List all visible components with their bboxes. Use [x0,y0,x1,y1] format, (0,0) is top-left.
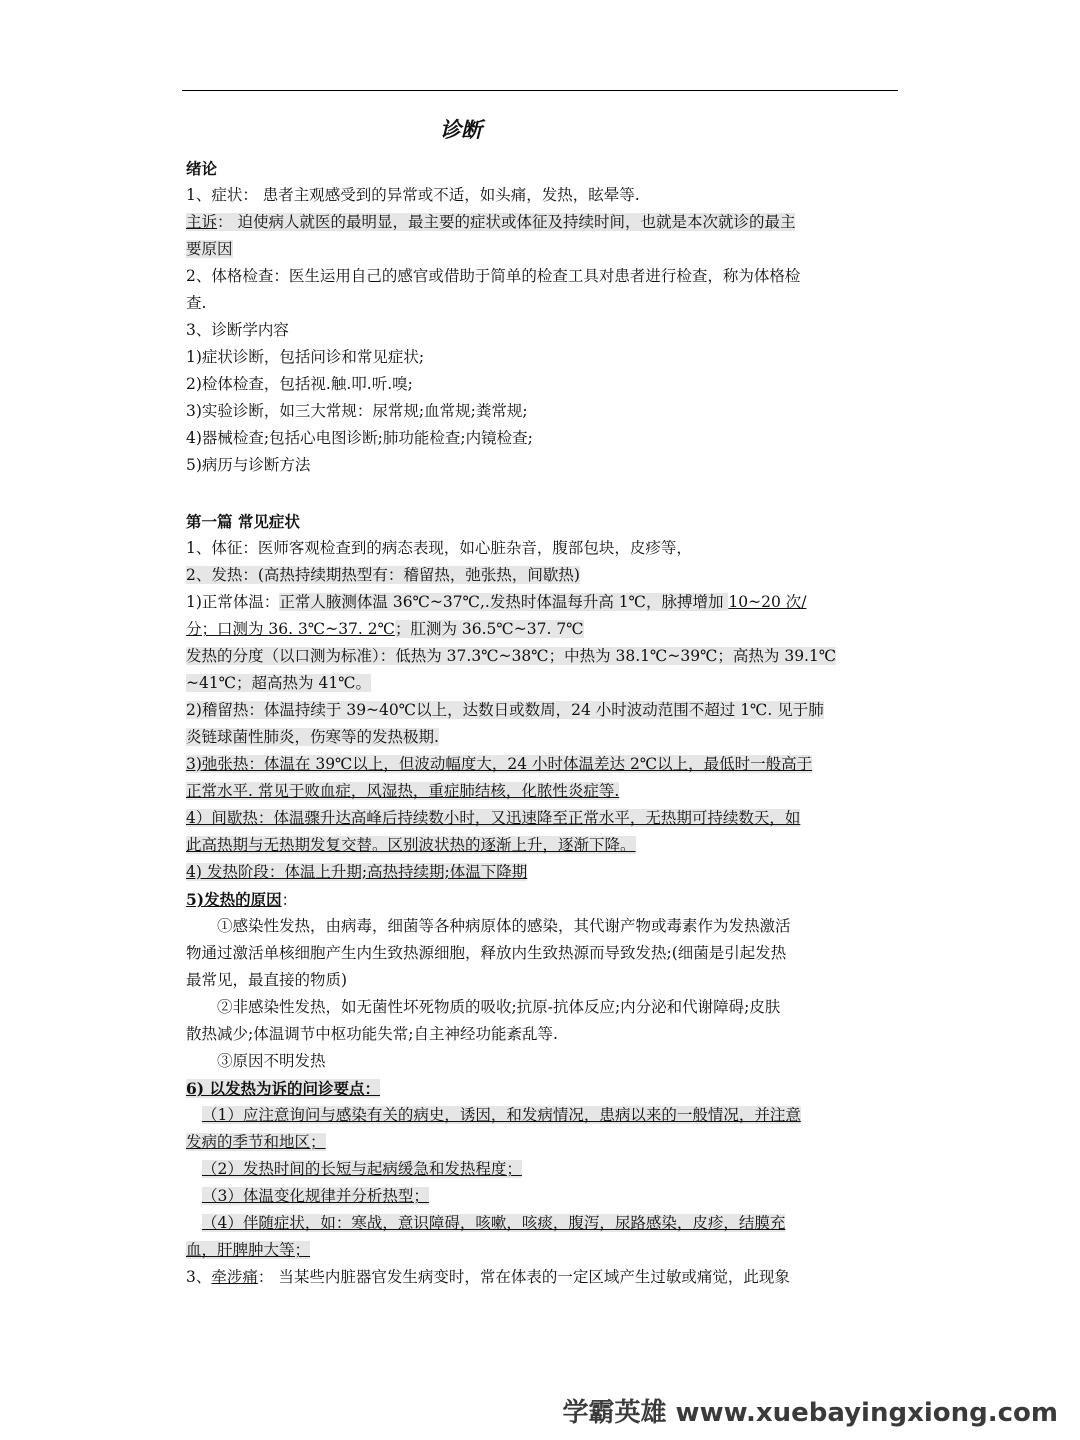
text-span: 1)正常体温： [186,593,280,611]
term-referred-pain: 牵涉痛 [211,1268,258,1286]
text-line: 5)病历与诊断方法 [186,456,311,474]
text-span: 4）间歇热：体温骤升达高峰后持续数小时，又迅速降至正常水平，无热期可持续数天，如 [186,809,801,827]
text-span: 正常水平. 常见于败血症，风湿热，重症肺结核，化脓性炎症等. [186,782,620,800]
page-title: 诊断 [440,117,482,142]
document-body [186,155,898,1291]
text-line: 4)器械检查;包括心电图诊断;肺功能检查;内镜检查; [186,429,533,447]
text-span: 此高热期与无热期发复交替。区别波状热的逐渐上升，逐渐下降。 [186,836,636,854]
text-span: ；肛测为 36.5℃~37. 7℃ [394,620,584,638]
text-span: （3）体温变化规律并分析热型； [202,1187,429,1205]
text-span: 要原因 [186,240,233,258]
text-line: 查. [186,294,207,312]
text-line: 3、诊断学内容 [186,321,289,339]
text-line: 物通过激活单核细胞产生内生致热源细胞，释放内生致热源而导致发热;(细菌是引起发热 [186,944,787,962]
text-span: ~41℃；超高热为 41℃。 [186,674,372,692]
term-chief-complaint: 主诉 [186,213,218,231]
text-line: 1、症状： 患者主观感受到的异常或不适，如头痛，发热，眩晕等. [186,186,640,204]
watermark-footer: 学霸英雄 www.xuebayingxiong.com [562,1398,1058,1428]
text-span: 4) 发热阶段：体温上升期;高热持续期;体温下降期 [186,863,528,881]
text-line: 3)实验诊断，如三大常规：尿常规;血常规;粪常规; [186,402,528,420]
text-span: ： [281,891,298,909]
text-line: 最常见，最直接的物质) [186,971,348,989]
subheading-fever-causes: 5)发热的原因 [186,890,282,909]
section-heading-intro: 绪论 [186,159,218,178]
text-span: 2)稽留热：体温持续于 39~40℃以上，达数日或数周，24 小时波动范围不超过 1℃. 见于肺 [186,701,824,719]
text-span: 正常人腋测体温 36℃~37℃,.发热时体温每升高 1℃，脉搏增加 [279,593,729,611]
text-line [186,589,898,616]
text-span: （4）伴随症状，如：寒战，意识障碍，咳嗽，咳痰，腹泻，尿路感染，皮疹，结膜充 [202,1214,786,1232]
text-line: 1、体征：医师客观检查到的病态表现，如心脏杂音，腹部包块，皮疹等， [186,539,692,557]
text-span: ： 当某些内脏器官发生病变时，常在体表的一定区域产生过敏或痛觉，此现象 [257,1268,790,1286]
text-line: ②非感染性发热，如无菌性坏死物质的吸收;抗原-抗体反应;内分泌和代谢障碍;皮肤 [217,998,781,1016]
text-span: ： 迫使病人就医的最明显，最主要的症状或体征及持续时间，也就是本次就诊的最主 [217,213,796,231]
text-line: 2)检体检查，包括视.触.叩.听.嗅; [186,375,413,393]
text-line: ①感染性发热，由病毒，细菌等各种病原体的感染，其代谢产物或毒素作为发热激活 [217,917,791,935]
text-line: 2、体格检查：医生运用自己的感官或借助于简单的检查工具对患者进行检查，称为体格检 [186,267,801,285]
text-span: 10~20 次/ [728,593,807,611]
text-line: 散热减少;体温调节中枢功能失常;自主神经功能紊乱等. [186,1025,558,1043]
text-span: 发病的季节和地区； [186,1133,326,1151]
text-span: （1）应注意询问与感染有关的病史，诱因，和发病情况，患病以来的一般情况，并注意 [202,1106,801,1124]
text-span: 3)弛张热：体温在 39℃以上，但波动幅度大，24 小时体温差达 2℃以上，最低时一般高于 [186,755,813,773]
text-span: 分；口测为 36. 3℃~37. 2℃ [186,620,395,638]
text-line [186,1264,898,1291]
subheading-inquiry-points: 6) 以发热为诉的问诊要点： [186,1079,381,1098]
text-span: 炎链球菌性肺炎，伤寒等的发热极期. [186,728,439,746]
text-line [186,616,898,643]
text-span: （2）发热时间的长短与起病缓急和发热程度； [202,1160,522,1178]
text-line: 1)症状诊断，包括问诊和常见症状; [186,348,425,366]
text-line [186,886,898,913]
section-heading-symptoms: 第一篇 常见症状 [186,512,300,531]
text-span: 发热的分度（以口测为标准）：低热为 37.3℃~38℃；中热为 38.1℃~39℃；高热为 39.1℃ [186,647,837,665]
header-rule [182,90,898,91]
text-span: 2、发热：(高热持续期热型有：稽留热，弛张热，间歇热) [186,566,580,584]
text-line: ③原因不明发热 [217,1052,326,1070]
text-line [186,209,898,236]
text-span: 血，肝脾肿大等； [186,1241,311,1259]
text-span: 3、 [186,1268,212,1286]
